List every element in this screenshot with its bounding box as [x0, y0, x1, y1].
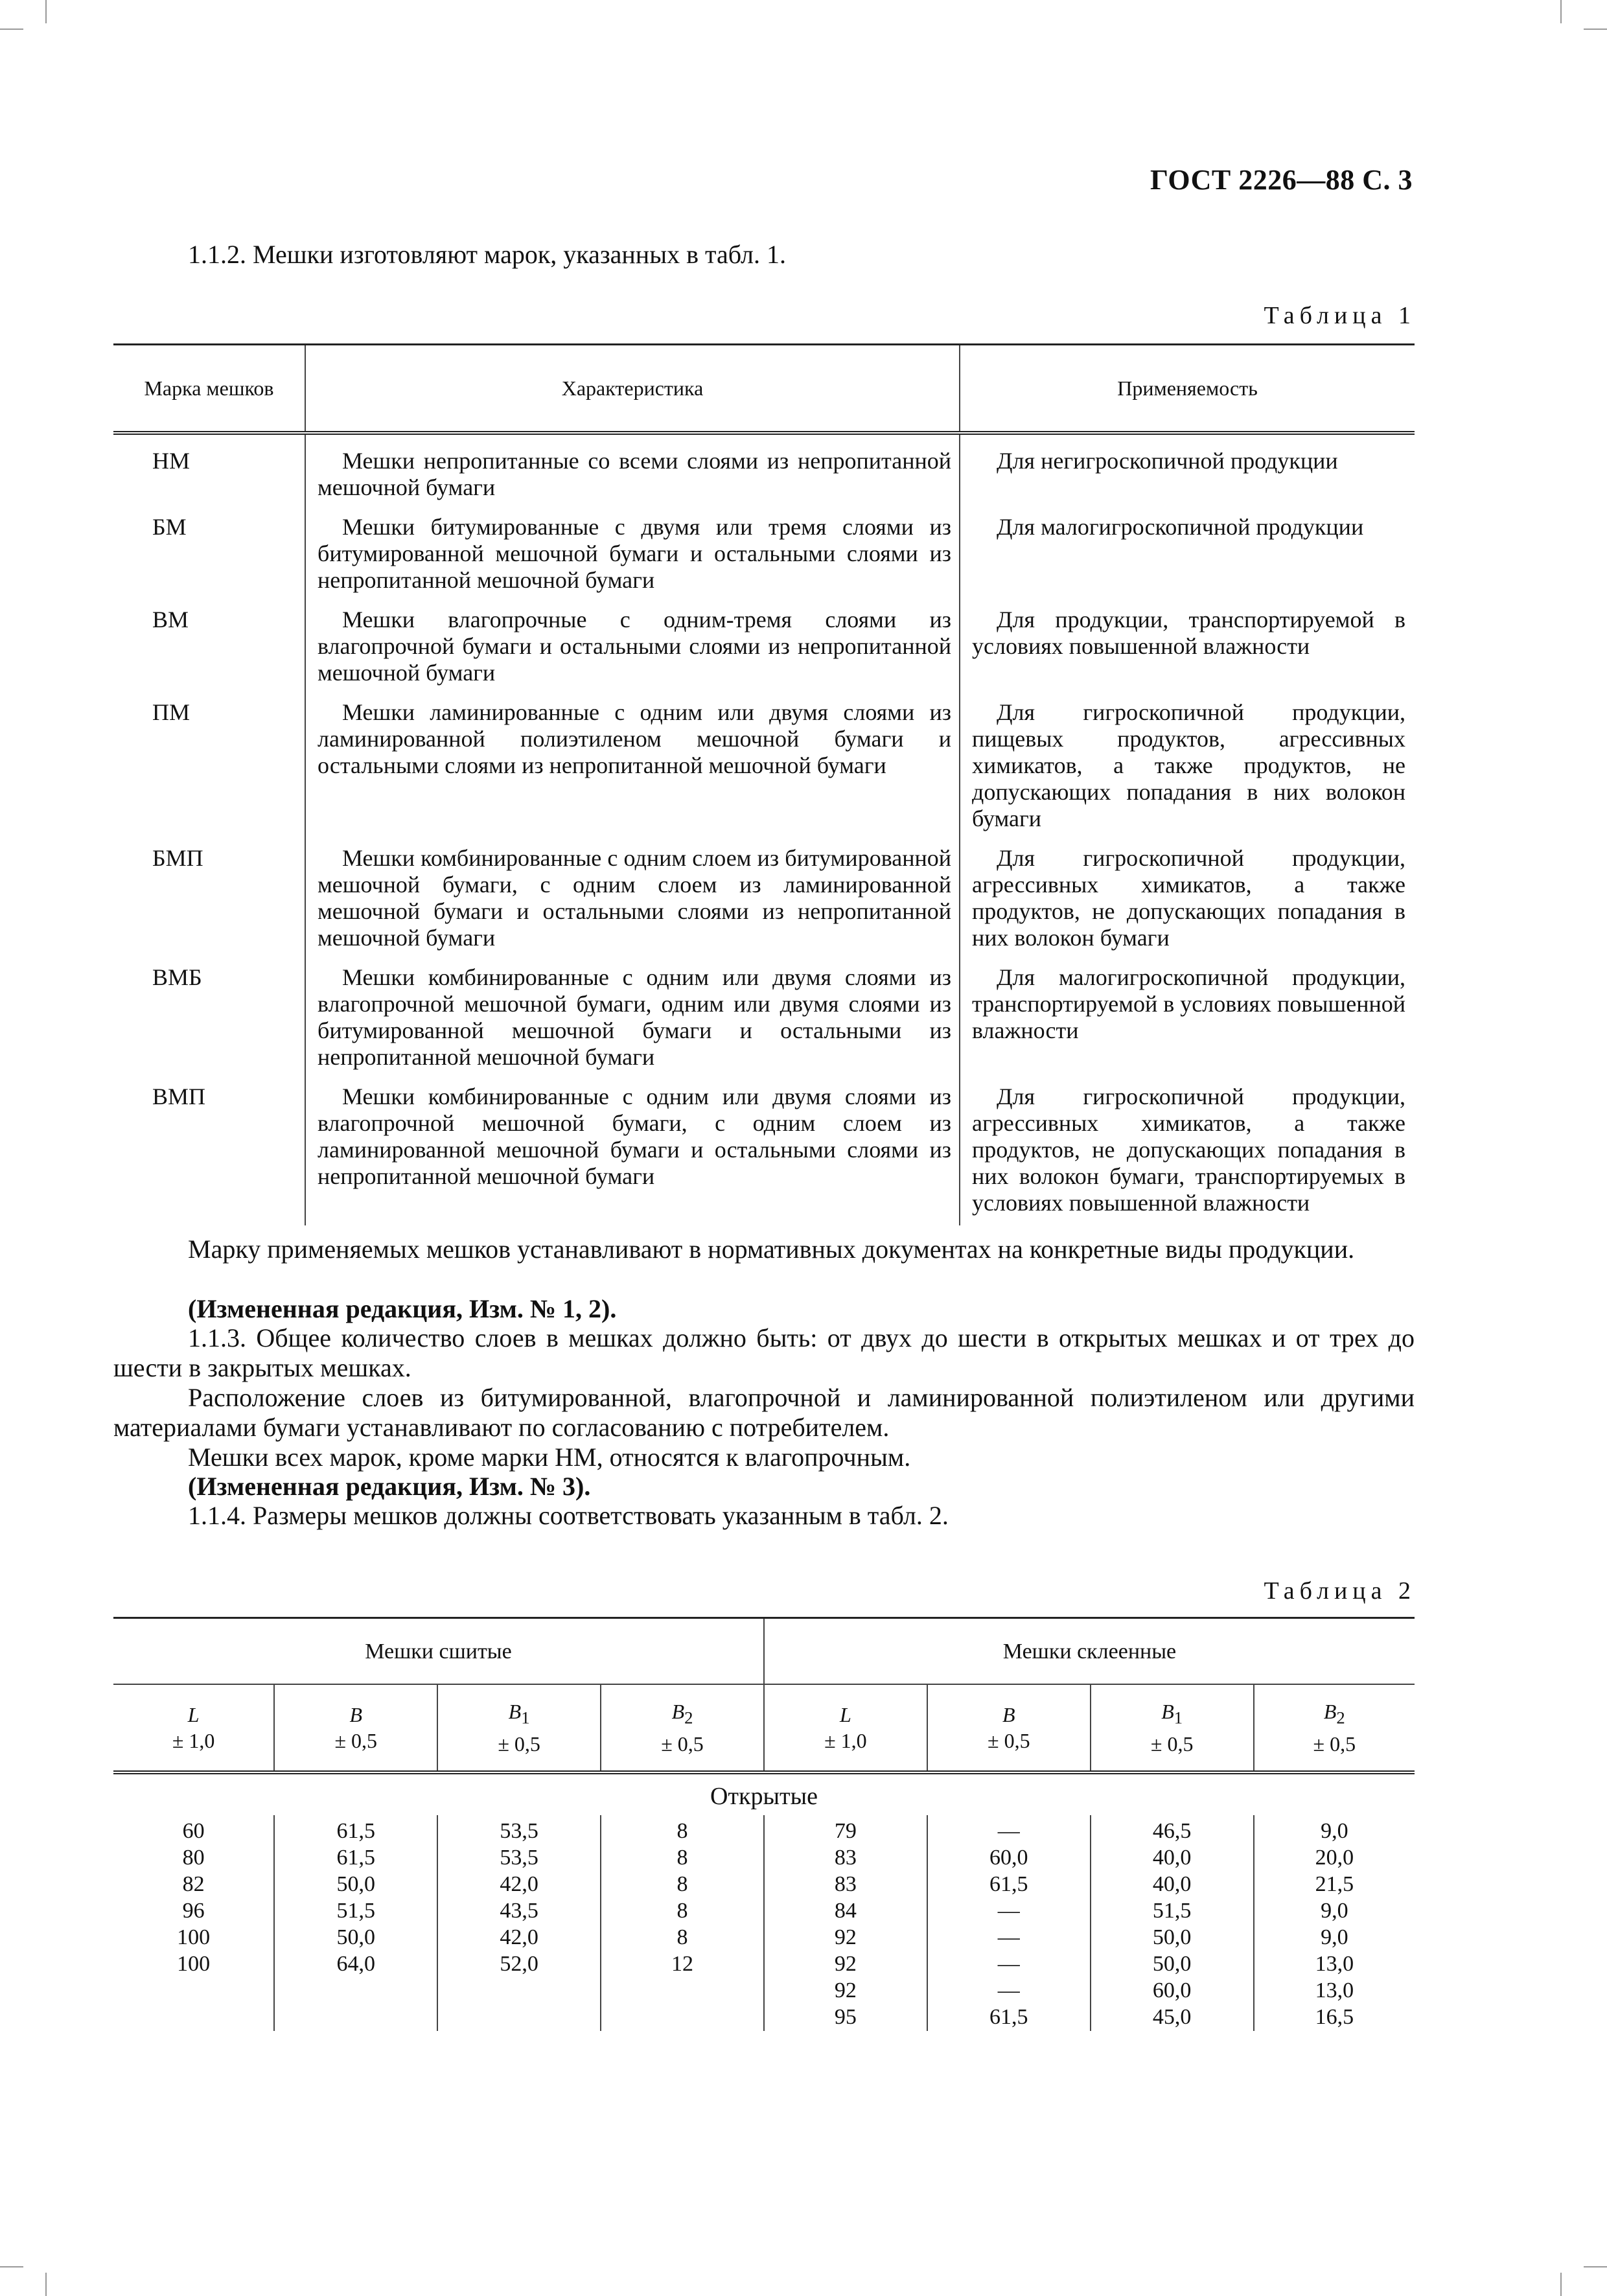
table2-cell: 61,5: [336, 1846, 375, 1870]
table1-cell-appl: Для негигроскопичной продукции: [960, 433, 1415, 510]
table2-cell: 40,0: [1152, 1846, 1192, 1870]
table2-cell: 60,0: [1152, 1978, 1192, 2002]
crop-mark: [1560, 0, 1562, 23]
table2-cell: 84: [834, 1899, 857, 1923]
table1-cell-char: Мешки комбинированные с одним слоем из битумированной мешочной бумаги, с одним слоем из ламинированной мешочной бумаги и остальными слоями из непропитанной мешочной бумаги: [305, 841, 960, 960]
crop-mark: [1584, 2266, 1607, 2267]
table2-cell: 42,0: [500, 1872, 538, 1896]
table1-cell-char: Мешки ламинированные с одним или двумя слоями из ламинированной полиэтиленом мешочной бумаги и остальными слоями из непропитанной мешочной бумаги: [305, 695, 960, 841]
table2-data-column: [1254, 1815, 1415, 2031]
table2: [113, 1617, 1415, 2031]
table1-cell-mark: ПМ: [152, 699, 191, 725]
table1-cell-char: Мешки комбинированные с одним или двумя слоями из влагопрочной мешочной бумаги, с одним слоем из ламинированной мешочной бумаги и остальными слоями из непропитанной мешочной бумаги: [305, 1080, 960, 1225]
table1-cell-char: Мешки битумированные с двумя или тремя слоями из битумированной мешочной бумаги и остальными слоями из непропитанной мешочной бумаги: [305, 510, 960, 603]
table2-cell: 53,5: [500, 1846, 538, 1870]
table2-col-header: $B_1$ ± 0,5: [1091, 1684, 1254, 1772]
table-row: [113, 1080, 1415, 1225]
table2-cell: 8: [676, 1846, 688, 1870]
table1-cell-appl: Для продукции, транспортируемой в условиях повышенной влажности: [960, 603, 1415, 695]
table2-cell: 92: [834, 1978, 857, 2002]
table2-cell: 64,0: [336, 1952, 375, 1976]
table2-cell: 43,5: [500, 1899, 538, 1923]
table2-cell: 100: [177, 1925, 211, 1949]
crop-mark: [0, 2266, 23, 2267]
table2-col-header: L ± 1,0: [764, 1684, 927, 1772]
table2-cell: 42,0: [500, 1925, 538, 1949]
table2-cell: 45,0: [1152, 2005, 1192, 2029]
crop-mark: [45, 0, 47, 23]
table2-cell: 96: [182, 1899, 205, 1923]
table1: [113, 343, 1415, 1225]
table1-cell-mark: НМ: [152, 448, 191, 474]
table1-cell-appl: Для малогигроскопичной продукции, транспортируемой в условиях повышенной влажности: [960, 960, 1415, 1080]
paragraph: Мешки всех марок, кроме марки НМ, относятся к влагопрочным.: [188, 1443, 911, 1472]
crop-mark: [1584, 29, 1607, 30]
table2-cell: 8: [676, 1819, 688, 1843]
table2-group-sewn: Мешки сшитые: [113, 1618, 764, 1685]
table2-data-column: [601, 1815, 764, 2031]
table-row: [113, 960, 1415, 1080]
table1-cell-appl: Для малогигроскопичной продукции: [960, 510, 1415, 603]
table1-header-appl: Применяемость: [960, 345, 1415, 434]
table2-data-column: [113, 1815, 274, 2031]
table2-col-header: B ± 0,5: [927, 1684, 1091, 1772]
table2-cell: 51,5: [1152, 1899, 1192, 1923]
paragraph: 1.1.3. Общее количество слоев в мешках должно быть: от двух до шести в открытых мешках и от трех до шести в закрытых мешках.: [113, 1323, 1415, 1382]
table2-cell: 21,5: [1315, 1872, 1354, 1896]
table2-cell: 20,0: [1315, 1846, 1354, 1870]
table2-cell: 8: [676, 1925, 688, 1949]
table2-cell: 83: [834, 1872, 857, 1896]
table2-cell: 8: [676, 1872, 688, 1896]
table2-cell: 50,0: [1152, 1952, 1192, 1976]
table2-col-header: $B_2$ ± 0,5: [1254, 1684, 1415, 1772]
table2-cell: [439, 2004, 599, 2030]
amendment-note: (Измененная редакция, Изм. № 3).: [188, 1472, 591, 1501]
table2-col-header: $B_2$ ± 0,5: [601, 1684, 764, 1772]
paragraph: Расположение слоев из битумированной, влагопрочной и ламинированной полиэтиленом или другими материалами бумаги устанавливают по согласованию с потребителем.: [113, 1383, 1415, 1442]
table2-cell: 52,0: [500, 1952, 538, 1976]
table1-caption: Таблица 1: [1264, 302, 1416, 329]
table2-cell: 50,0: [1152, 1925, 1192, 1949]
table1-cell-appl: Для гигроскопичной продукции, пищевых продуктов, агрессивных химикатов, а также продуктов, не допускающих попадания в них волокон бумаги: [960, 695, 1415, 841]
table2-data-column: [764, 1815, 927, 2031]
table1-cell-mark: ВМ: [152, 607, 189, 632]
table2-cell: [114, 2004, 273, 2030]
table2-cell: 92: [834, 1952, 857, 1976]
table2-cell: 51,5: [336, 1899, 375, 1923]
table2-cell: 46,5: [1152, 1819, 1192, 1843]
table2-cell: —: [997, 1899, 1020, 1923]
crop-mark: [1560, 2273, 1562, 2296]
table1-cell-char: Мешки непропитанные со всеми слоями из непропитанной мешочной бумаги: [305, 433, 960, 510]
table2-cell: 80: [182, 1846, 205, 1870]
table2-cell: 95: [834, 2005, 857, 2029]
table2-cell: 8: [676, 1899, 688, 1923]
table-row: [113, 841, 1415, 960]
table2-cell: 83: [834, 1846, 857, 1870]
table1-header-mark: Марка мешков: [113, 345, 305, 434]
table2-cell: 82: [182, 1872, 205, 1896]
crop-mark: [45, 2273, 47, 2296]
table2-data-column: [274, 1815, 437, 2031]
table2-cell: [602, 1977, 763, 2004]
table2-cell: [602, 2004, 763, 2030]
table2-cell: 60,0: [989, 1846, 1028, 1870]
table1-cell-appl: Для гигроскопичной продукции, агрессивных химикатов, а также продуктов, не допускающих попадания в них волокон бумаги: [960, 841, 1415, 960]
table2-cell: 50,0: [336, 1872, 375, 1896]
table2-col-header: L ± 1,0: [113, 1684, 274, 1772]
table2-cell: 40,0: [1152, 1872, 1192, 1896]
table2-cell: [275, 2004, 436, 2030]
table2-col-header: $B_1$ ± 0,5: [437, 1684, 601, 1772]
table2-data-column: [927, 1815, 1091, 2031]
table1-cell-char: Мешки комбинированные с одним или двумя слоями из влагопрочной мешочной бумаги, одним или двумя слоями из битумированной мешочной бумаги и остальными из непропитанной мешочной бумаги: [305, 960, 960, 1080]
table2-data-column: [437, 1815, 601, 2031]
table1-cell-char: Мешки влагопрочные с одним-тремя слоями из влагопрочной бумаги и остальными слоями из непропитанной мешочной бумаги: [305, 603, 960, 695]
table2-cell: 50,0: [336, 1925, 375, 1949]
table2-cell: 9,0: [1321, 1925, 1348, 1949]
table2-cell: [114, 1977, 273, 2004]
table2-cell: 60: [182, 1819, 205, 1843]
table1-cell-mark: ВМБ: [152, 964, 202, 990]
table1-cell-mark: БМП: [152, 845, 203, 871]
table2-cell: —: [997, 1819, 1020, 1843]
table-row: [113, 510, 1415, 603]
table2-cell: 92: [834, 1925, 857, 1949]
intro-paragraph: 1.1.2. Мешки изготовляют марок, указанных в табл. 1.: [188, 240, 787, 269]
table2-cell: 13,0: [1315, 1952, 1354, 1976]
page-header: ГОСТ 2226—88 С. 3: [1150, 164, 1413, 196]
table-row: [113, 433, 1415, 510]
table2-data-column: [1091, 1815, 1254, 2031]
table2-cell: 61,5: [989, 2005, 1028, 2029]
table1-header-char: Характеристика: [305, 345, 960, 434]
table2-col-header: B ± 0,5: [274, 1684, 437, 1772]
table2-cell: —: [997, 1952, 1020, 1976]
table2-cell: —: [997, 1978, 1020, 2002]
table2-section-open: Открытые: [710, 1782, 818, 1810]
table-row: [113, 603, 1415, 695]
table2-cell: 61,5: [336, 1819, 375, 1843]
table2-caption: Таблица 2: [1264, 1577, 1416, 1605]
table1-cell-mark: БМ: [152, 514, 187, 540]
table2-cell: 61,5: [989, 1872, 1028, 1896]
table2-cell: 100: [177, 1952, 211, 1976]
table2-cell: 9,0: [1321, 1899, 1348, 1923]
crop-mark: [0, 29, 23, 30]
table2-cell: 16,5: [1315, 2005, 1354, 2029]
table2-cell: 79: [834, 1819, 857, 1843]
table1-cell-appl: Для гигроскопичной продукции, агрессивных химикатов, а также продуктов, не допускающих попадания в них волокон бумаги, транспортируемых в условиях повышенной влажности: [960, 1080, 1415, 1225]
table2-cell: 12: [671, 1952, 693, 1976]
table2-cell: 9,0: [1321, 1819, 1348, 1843]
table2-group-glued: Мешки склеенные: [764, 1618, 1415, 1685]
paragraph: Марку применяемых мешков устанавливают в нормативных документах на конкретные виды продукции.: [188, 1235, 1355, 1264]
amendment-note: (Измененная редакция, Изм. № 1, 2).: [188, 1294, 617, 1323]
table2-cell: [275, 1977, 436, 2004]
table2-cell: 53,5: [500, 1819, 538, 1843]
table2-cell: —: [997, 1925, 1020, 1949]
paragraph: 1.1.4. Размеры мешков должны соответствовать указанным в табл. 2.: [188, 1501, 949, 1530]
table-row: [113, 695, 1415, 841]
table2-cell: 13,0: [1315, 1978, 1354, 2002]
table1-cell-mark: ВМП: [152, 1084, 206, 1109]
table2-cell: [439, 1977, 599, 2004]
